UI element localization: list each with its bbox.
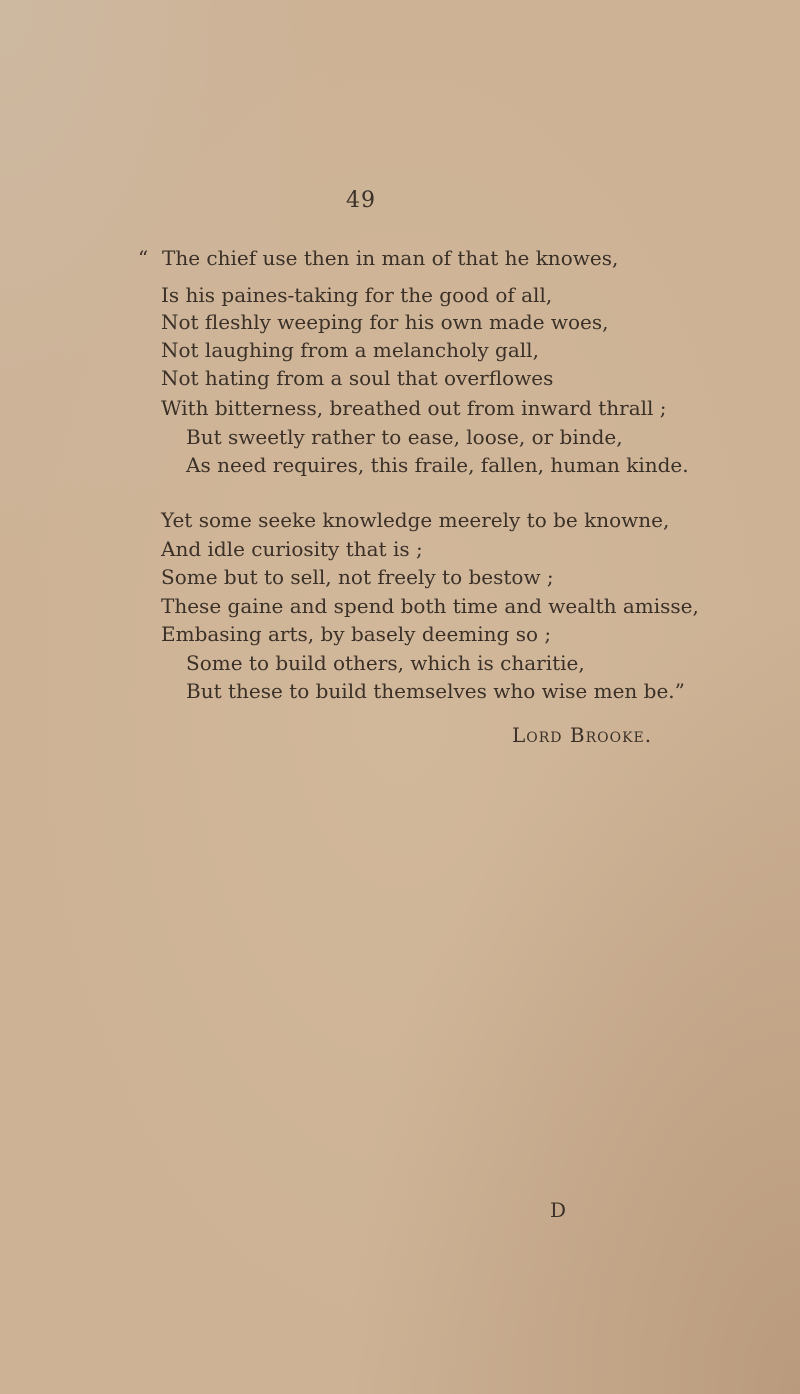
page-number: 49 — [346, 188, 376, 213]
opening-quote: “ — [138, 246, 149, 270]
poem-line: Some but to sell, not freely to bestow ; — [161, 565, 554, 589]
poem-line: Not fleshly weeping for his own made woes, — [161, 310, 609, 334]
signature-mark: D — [550, 1198, 567, 1222]
poem-line: These gaine and spend both time and wealth amisse, — [161, 594, 699, 618]
author-attribution: Lord Brooke. — [512, 723, 653, 747]
poem-line: Yet some seeke knowledge meerely to be knowne, — [161, 508, 670, 532]
poem-line: But sweetly rather to ease, loose, or binde, — [186, 425, 623, 449]
poem-line: But these to build themselves who wise men be.” — [186, 679, 685, 703]
poem-line: Is his paines-taking for the good of all, — [161, 283, 553, 307]
poem-line: With bitterness, breathed out from inward thrall ; — [161, 396, 667, 420]
poem-line: Some to build others, which is charitie, — [186, 651, 585, 675]
poem-line: And idle curiosity that is ; — [161, 537, 423, 561]
poem-line: Embasing arts, by basely deeming so ; — [161, 622, 552, 646]
poem-line: Not laughing from a melancholy gall, — [161, 338, 539, 362]
poem-line: The chief use then in man of that he knowes, — [162, 246, 619, 270]
poem-line: Not hating from a soul that overflowes — [161, 366, 554, 390]
poem-line: As need requires, this fraile, fallen, human kinde. — [186, 453, 689, 477]
